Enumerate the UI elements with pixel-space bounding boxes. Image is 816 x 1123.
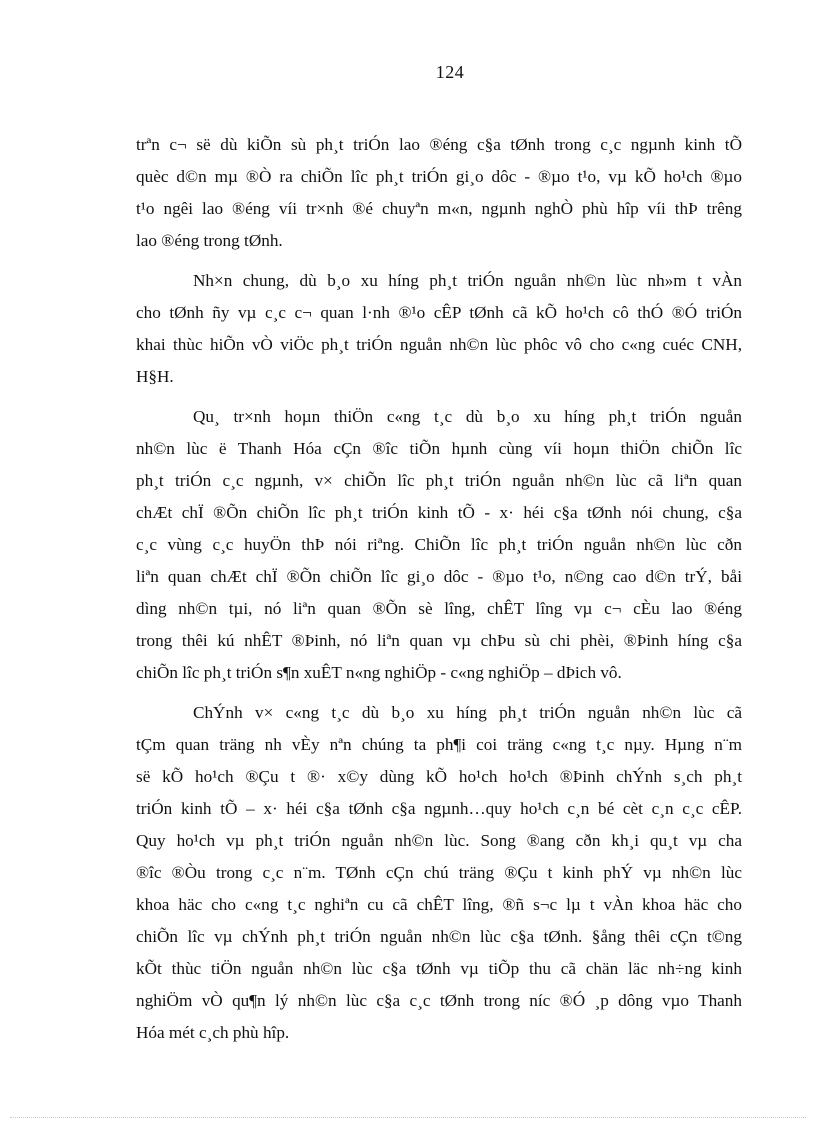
text-line: nh©n lùc ë Thanh Hóa cÇn ®îc tiÕn hµnh cùng víi hoµn thiÖn chiÕn lîc	[136, 439, 742, 458]
text-line: triÓn kinh tÕ – x· héi c§a tØnh c§a ngµnh…quy ho¹ch c¸n bé cèt c¸n c¸c cÊP.	[136, 799, 742, 818]
text-line: khai thùc hiÕn vÒ viÖc ph¸t triÓn nguån nh©n lùc phôc vô cho c«ng cuéc CNH,	[136, 335, 742, 354]
text-line: chiÕn lîc ph¸t triÓn s¶n xuÊT n«ng nghiÖp - c«ng nghiÖp – dÞich vô.	[136, 663, 622, 682]
text-line: Nh×n chung, dù b¸o xu híng ph¸t triÓn nguån nh©n lùc nh»m t vÀn	[193, 271, 742, 290]
text-line: tÇm quan träng nh vÈy nªn chúng ta ph¶i coi träng c«ng t¸c nµy. Hµng n¨m	[136, 735, 742, 754]
text-line: chÆt chÏ ®Õn chiÕn lîc ph¸t triÓn kinh tÕ - x· héi c§a tØnh nói chung, c§a	[136, 503, 742, 522]
text-line: trªn c¬ së dù kiÕn sù ph¸t triÓn lao ®éng c§a tØnh trong c¸c ngµnh kinh tÕ	[136, 135, 742, 154]
document-body	[136, 129, 742, 1057]
text-line: ph¸t triÓn c¸c ngµnh, v× chiÕn lîc ph¸t triÓn nguån nh©n lùc cã liªn quan	[136, 471, 742, 490]
text-line: trong thêi kú nhÊT ®Þinh, nó liªn quan vµ chÞu sù chi phèi, ®Þinh híng c§a	[136, 631, 742, 650]
paragraph-4	[136, 697, 742, 1049]
text-line: Hóa mét c¸ch phù hîp.	[136, 1023, 290, 1042]
paragraph-2	[136, 265, 742, 393]
page-bottom-rule	[10, 1117, 806, 1118]
text-line: Qu¸ tr×nh hoµn thiÖn c«ng t¸c dù b¸o xu híng ph¸t triÓn nguån	[193, 407, 742, 426]
text-line: quèc d©n mµ ®Ò ra chiÕn lîc ph¸t triÓn gi¸o dôc - ®µo t¹o, vµ kÕ ho¹ch ®µo	[136, 167, 742, 186]
paragraph-1	[136, 129, 742, 257]
text-line: dìng nh©n tµi, nó liªn quan ®Õn sè lîng, chÊT lîng vµ c¬ cÈu lao ®éng	[136, 599, 742, 618]
text-line: nghiÖm vÒ qu¶n lý nh©n lùc c§a c¸c tØnh trong níc ®Ó ¸p dông vµo Thanh	[136, 991, 742, 1010]
text-line: liªn quan chÆt chÏ ®Õn chiÕn lîc gi¸o dôc - ®µo t¹o, n©ng cao d©n trÝ, båi	[136, 567, 742, 586]
page-number: 124	[435, 62, 465, 82]
text-line: cho tØnh ñy vµ c¸c c¬ quan l·nh ®¹o cÊP tØnh cã kÕ ho¹ch cô thÓ ®Ó triÓn	[136, 303, 742, 322]
text-line: ®îc ®Òu trong c¸c n¨m. TØnh cÇn chú träng ®Çu t kinh phÝ vµ nh©n lùc	[136, 863, 742, 882]
text-line: lao ®éng trong tØnh.	[136, 231, 283, 250]
text-line: H§H.	[136, 367, 174, 386]
text-line: c¸c vùng c¸c huyÖn thÞ nói riªng. ChiÕn lîc ph¸t triÓn nguån nh©n lùc cðn	[136, 535, 742, 554]
text-line: së kÕ ho¹ch ®Çu t ®· x©y dùng kÕ ho¹ch ho¹ch ®Þinh chÝnh s¸ch ph¸t	[136, 767, 742, 786]
text-line: chiÕn lîc vµ chÝnh ph¸t triÓn nguån nh©n lùc c§a tØnh. §ång thêi cÇn t©ng	[136, 927, 742, 946]
text-line: Quy ho¹ch vµ ph¸t triÓn nguån nh©n lùc. Song ®ang cðn kh¸i qu¸t vµ cha	[136, 831, 742, 850]
text-line: khoa häc cho c«ng t¸c nghiªn cu cã chÊT lîng, ®ñ s¬c lµ t vÀn khoa häc cho	[136, 895, 742, 914]
text-line: kÕt thùc tiÖn nguån nh©n lùc c§a tØnh vµ tiÕp thu cã chän läc nh÷ng kinh	[136, 959, 742, 978]
text-line: ChÝnh v× c«ng t¸c dù b¸o xu híng ph¸t triÓn nguån nh©n lùc cã	[193, 703, 742, 722]
text-line: t¹o ngêi lao ®éng víi tr×nh ®é chuyªn m«n, ngµnh nghÒ phù hîp víi thÞ trêng	[136, 199, 742, 218]
paragraph-3	[136, 401, 742, 689]
